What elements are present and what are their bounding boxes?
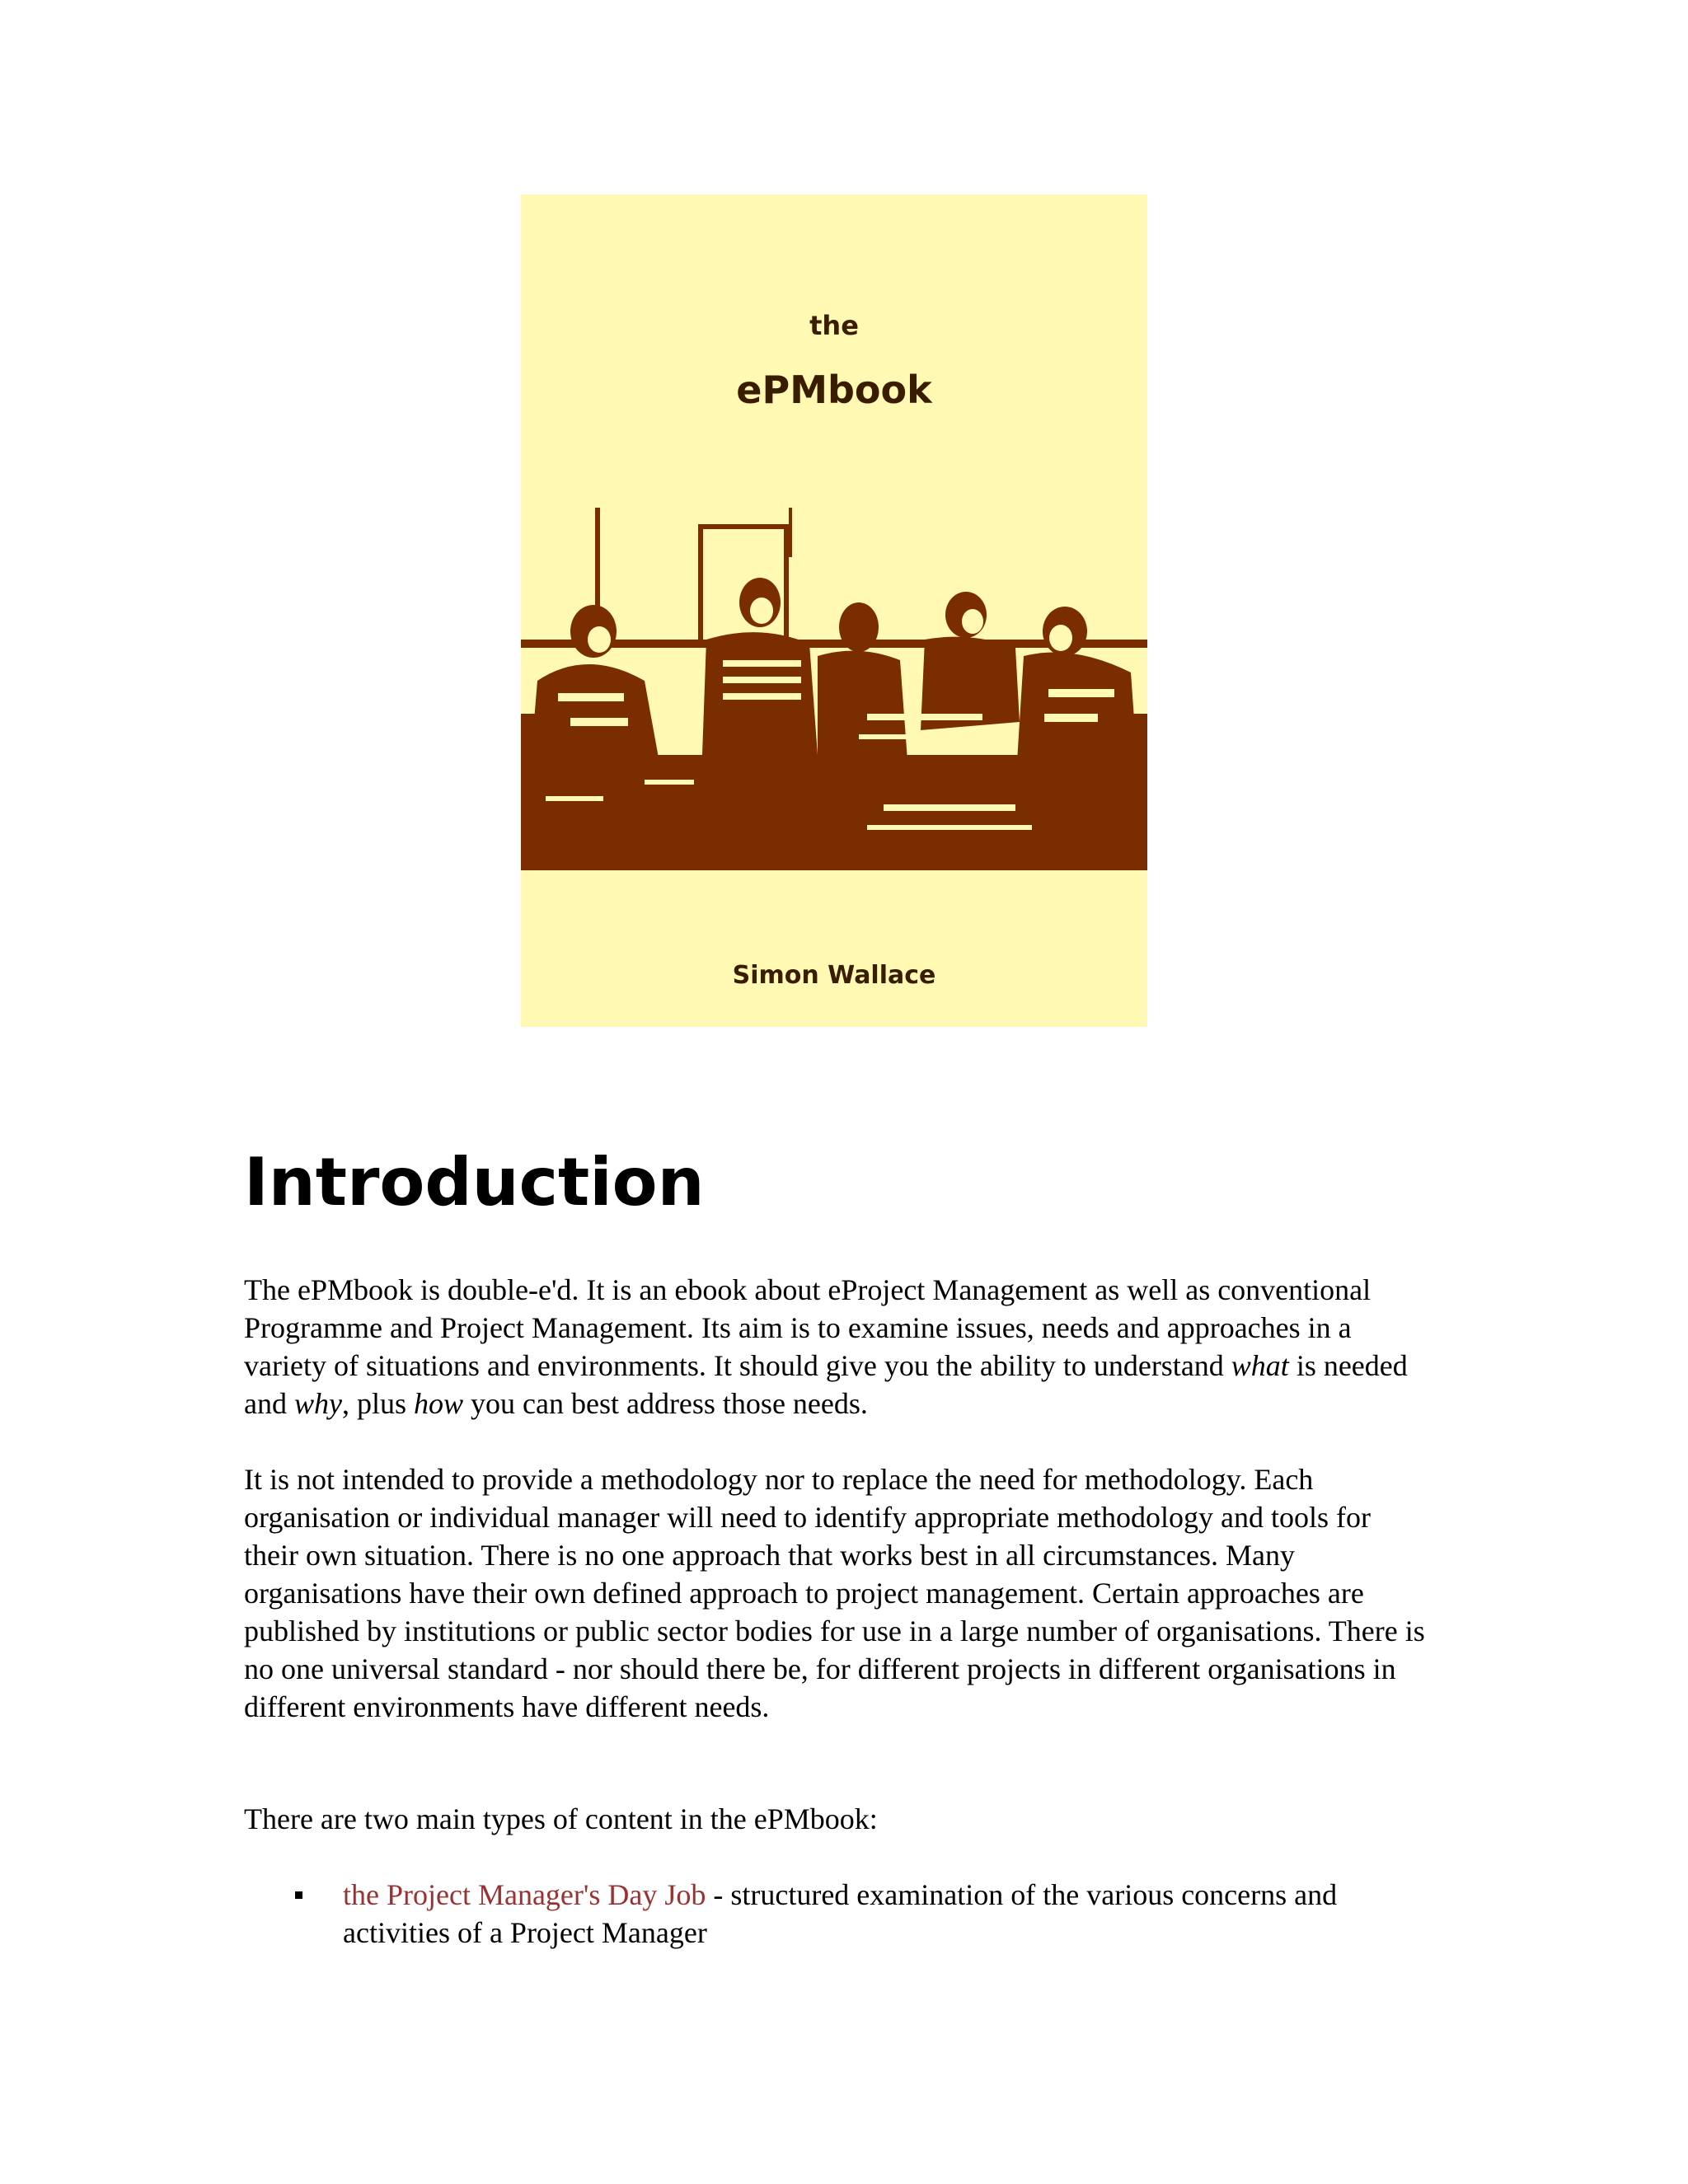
emphasis-why: why xyxy=(293,1387,342,1420)
cover-meeting-illustration xyxy=(521,508,1147,870)
square-bullet-icon xyxy=(295,1891,302,1899)
list-item xyxy=(244,1876,1431,1952)
list-item-description: - structured examination of the various concerns and activities of a Project Manager xyxy=(343,1878,1338,1949)
intro-paragraph-2: It is not intended to provide a methodology nor to replace the need for methodology. Each organisation or individual manager will need to identify appropriate methodology and tools for their own situation. There is no one approach that works best in all circumstances. Many organisations have their own defined approach to project management. Certain approaches are published by institutions or public sector bodies for use in a large number of organisations. There is no one universal standard - nor should there be, for different projects in different organisations in different environments have different needs. xyxy=(244,1463,1425,1723)
paragraph-1-text-a: The ePMbook is double-e'd. It is an ebook about eProject Management as well as conventional Programme and Project Management. Its aim is to examine issues, needs and approaches in a variety of situations and environments. It should give you the ability to understand xyxy=(244,1273,1372,1382)
book-cover-image xyxy=(521,194,1147,1027)
emphasis-how: how xyxy=(414,1387,464,1420)
cover-author: Simon Wallace xyxy=(732,961,936,990)
paragraph-1-text-b: is needed and xyxy=(244,1349,1408,1420)
emphasis-what: what xyxy=(1231,1349,1289,1382)
cover-the-label: the xyxy=(809,310,859,341)
paragraph-1-text-c: , plus xyxy=(341,1387,414,1420)
intro-paragraph-1 xyxy=(244,1271,1431,1422)
intro-paragraph-3: There are two main types of content in the ePMbook: xyxy=(244,1802,878,1835)
cover-title: ePMbook xyxy=(736,368,932,412)
page-heading: Introduction xyxy=(244,1144,705,1221)
content-types-list xyxy=(244,1876,1431,1952)
project-managers-day-job-link[interactable]: the Project Manager's Day Job xyxy=(343,1878,706,1911)
paragraph-1-text-d: you can best address those needs. xyxy=(463,1387,868,1420)
